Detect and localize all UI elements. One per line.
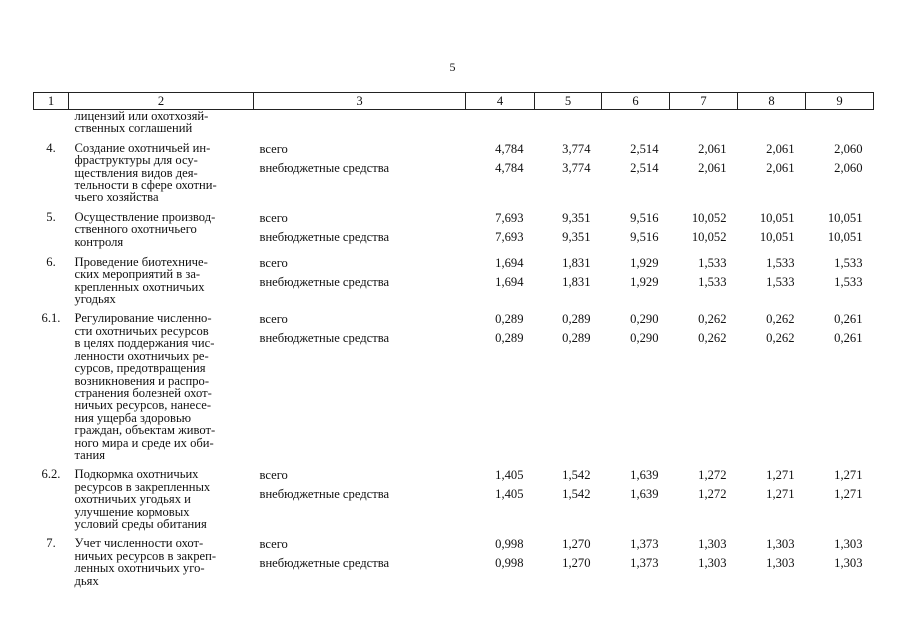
value-total: 0,998 bbox=[495, 537, 524, 552]
row-number: 6. bbox=[46, 254, 56, 269]
value-cell-year-4 bbox=[670, 461, 738, 530]
value-extrabudgetary: 3,774 bbox=[562, 160, 591, 175]
value-extrabudgetary: 4,784 bbox=[495, 160, 524, 175]
header-col-9: 9 bbox=[806, 93, 874, 110]
continuation-text: лицензий или охотхозяй- ственных соглашений bbox=[74, 109, 209, 136]
header-col-7: 7 bbox=[670, 93, 738, 110]
value-extrabudgetary: 1,533 bbox=[834, 274, 863, 289]
table-header-row bbox=[34, 93, 874, 110]
value-total: 1,929 bbox=[630, 255, 659, 270]
value-extrabudgetary: 10,052 bbox=[691, 229, 727, 244]
row-number: 7. bbox=[46, 536, 56, 551]
value-total: 1,373 bbox=[630, 537, 659, 552]
value-extrabudgetary: 1,270 bbox=[562, 556, 591, 571]
funding-source-total: всего bbox=[259, 537, 288, 552]
row-activity-name: Учет численности охот- ничьих ресурсов в закреп- ленных охотничьих уго- дьях bbox=[74, 536, 217, 588]
value-cell-year-6 bbox=[806, 204, 874, 249]
value-cell-year-1 bbox=[466, 530, 535, 587]
value-total: 0,262 bbox=[698, 312, 727, 327]
value-cell-year-3 bbox=[602, 204, 670, 249]
value-total: 4,784 bbox=[495, 141, 524, 156]
value-cell-year-3 bbox=[602, 135, 670, 204]
value-total: 1,533 bbox=[834, 255, 863, 270]
value-cell-year-2 bbox=[535, 530, 602, 587]
value-total: 1,533 bbox=[698, 255, 727, 270]
value-cell-year-6 bbox=[806, 249, 874, 306]
value-extrabudgetary: 9,516 bbox=[630, 229, 659, 244]
value-extrabudgetary: 0,289 bbox=[562, 331, 591, 346]
table-row bbox=[34, 204, 874, 249]
table-row bbox=[34, 249, 874, 306]
value-extrabudgetary: 2,061 bbox=[698, 160, 727, 175]
page-number: 5 bbox=[449, 60, 456, 74]
funding-source-total: всего bbox=[259, 312, 288, 327]
value-total: 0,289 bbox=[562, 312, 591, 327]
row-number: 4. bbox=[46, 140, 56, 155]
row-funding-sources bbox=[254, 204, 466, 249]
row-funding-sources bbox=[254, 249, 466, 306]
value-total: 0,290 bbox=[630, 312, 659, 327]
value-cell-year-2 bbox=[535, 204, 602, 249]
header-col-4: 4 bbox=[466, 93, 535, 110]
value-extrabudgetary: 9,351 bbox=[562, 229, 591, 244]
row-funding-sources bbox=[254, 135, 466, 204]
row-activity-name: Регулирование численно- сти охотничьих ресурсов в целях поддержания чис- ленности охотничьих ре- сурсов, предотвращения возникновения и распро- странения болезней охот- ничьих ресурсов, нанесе- ния ущерба здоровью граждан, объектам живот- ного мира и среде их оби- тания bbox=[74, 311, 216, 462]
value-extrabudgetary: 1,272 bbox=[698, 487, 727, 502]
value-total: 3,774 bbox=[562, 141, 591, 156]
value-cell-year-3 bbox=[602, 530, 670, 587]
value-extrabudgetary: 2,061 bbox=[766, 160, 795, 175]
funding-source-total: всего bbox=[259, 255, 288, 270]
value-cell-year-4 bbox=[670, 135, 738, 204]
value-extrabudgetary: 1,303 bbox=[698, 556, 727, 571]
value-extrabudgetary: 1,303 bbox=[766, 556, 795, 571]
value-cell-year-6 bbox=[806, 135, 874, 204]
value-extrabudgetary: 0,262 bbox=[766, 331, 795, 346]
row-activity-name: Осуществление производ- ственного охотничьего контроля bbox=[74, 209, 216, 249]
value-cell-year-3 bbox=[602, 461, 670, 530]
value-total: 10,051 bbox=[759, 210, 795, 225]
funding-source-extrabudgetary: внебюджетные средства bbox=[259, 229, 390, 244]
value-total: 2,060 bbox=[834, 141, 863, 156]
value-extrabudgetary: 1,271 bbox=[766, 487, 795, 502]
value-cell-year-3 bbox=[602, 305, 670, 461]
value-cell-year-6 bbox=[806, 461, 874, 530]
value-cell-year-2 bbox=[535, 249, 602, 306]
value-extrabudgetary: 1,542 bbox=[562, 487, 591, 502]
row-number: 5. bbox=[46, 209, 56, 224]
header-col-2: 2 bbox=[69, 93, 254, 110]
table-row bbox=[34, 135, 874, 204]
table-row bbox=[34, 530, 874, 587]
value-cell-year-6 bbox=[806, 305, 874, 461]
value-total: 1,303 bbox=[698, 537, 727, 552]
row-activity-name: Проведение биотехниче- ских мероприятий в за- крепленных охотничьих угодьях bbox=[74, 254, 208, 307]
value-total: 0,261 bbox=[834, 312, 863, 327]
value-extrabudgetary: 1,929 bbox=[630, 274, 659, 289]
value-total: 1,533 bbox=[766, 255, 795, 270]
value-extrabudgetary: 7,693 bbox=[495, 229, 524, 244]
value-total: 9,516 bbox=[630, 210, 659, 225]
value-cell-year-1 bbox=[466, 135, 535, 204]
value-extrabudgetary: 10,051 bbox=[827, 229, 863, 244]
header-col-6: 6 bbox=[602, 93, 670, 110]
funding-source-total: всего bbox=[259, 210, 288, 225]
value-total: 1,405 bbox=[495, 468, 524, 483]
row-number: 6.1. bbox=[41, 311, 61, 326]
value-extrabudgetary: 0,998 bbox=[495, 556, 524, 571]
funding-source-total: всего bbox=[259, 141, 288, 156]
value-cell-year-4 bbox=[670, 204, 738, 249]
value-cell-year-1 bbox=[466, 249, 535, 306]
value-cell-year-1 bbox=[466, 461, 535, 530]
value-cell-year-5 bbox=[738, 461, 806, 530]
value-extrabudgetary: 1,694 bbox=[495, 274, 524, 289]
value-cell-year-5 bbox=[738, 135, 806, 204]
funding-source-extrabudgetary: внебюджетные средства bbox=[259, 487, 390, 502]
value-total: 0,289 bbox=[495, 312, 524, 327]
row-funding-sources bbox=[254, 305, 466, 461]
table-row bbox=[34, 305, 874, 461]
funding-source-extrabudgetary: внебюджетные средства bbox=[259, 274, 390, 289]
value-total: 1,270 bbox=[562, 537, 591, 552]
value-total: 1,831 bbox=[562, 255, 591, 270]
value-extrabudgetary: 1,271 bbox=[834, 487, 863, 502]
value-total: 7,693 bbox=[495, 210, 524, 225]
value-total: 1,694 bbox=[495, 255, 524, 270]
value-extrabudgetary: 2,514 bbox=[630, 160, 659, 175]
value-total: 1,303 bbox=[766, 537, 795, 552]
row-funding-sources bbox=[254, 530, 466, 587]
funding-source-total: всего bbox=[259, 468, 288, 483]
value-extrabudgetary: 2,060 bbox=[834, 160, 863, 175]
value-total: 9,351 bbox=[562, 210, 591, 225]
value-extrabudgetary: 1,533 bbox=[766, 274, 795, 289]
value-extrabudgetary: 1,405 bbox=[495, 487, 524, 502]
value-extrabudgetary: 1,373 bbox=[630, 556, 659, 571]
table-row bbox=[34, 461, 874, 530]
value-total: 2,061 bbox=[698, 141, 727, 156]
value-cell-year-2 bbox=[535, 305, 602, 461]
value-cell-year-3 bbox=[602, 249, 670, 306]
continuation-row bbox=[34, 110, 874, 135]
value-total: 1,271 bbox=[834, 468, 863, 483]
value-extrabudgetary: 0,290 bbox=[630, 331, 659, 346]
value-cell-year-5 bbox=[738, 249, 806, 306]
value-cell-year-2 bbox=[535, 461, 602, 530]
value-cell-year-5 bbox=[738, 530, 806, 587]
value-total: 1,542 bbox=[562, 468, 591, 483]
value-extrabudgetary: 1,831 bbox=[562, 274, 591, 289]
value-cell-year-4 bbox=[670, 305, 738, 461]
value-cell-year-5 bbox=[738, 204, 806, 249]
value-extrabudgetary: 0,289 bbox=[495, 331, 524, 346]
value-total: 1,639 bbox=[630, 468, 659, 483]
value-extrabudgetary: 1,533 bbox=[698, 274, 727, 289]
value-total: 0,262 bbox=[766, 312, 795, 327]
value-cell-year-6 bbox=[806, 530, 874, 587]
value-cell-year-2 bbox=[535, 135, 602, 204]
value-extrabudgetary: 0,261 bbox=[834, 331, 863, 346]
value-cell-year-4 bbox=[670, 249, 738, 306]
value-cell-year-4 bbox=[670, 530, 738, 587]
value-cell-year-1 bbox=[466, 305, 535, 461]
row-activity-name: Создание охотничьей ин- фраструктуры для осу- ществления видов дея- тельности в сфере охотни- чьего хозяйства bbox=[74, 140, 217, 205]
funding-source-extrabudgetary: внебюджетные средства bbox=[259, 160, 390, 175]
row-activity-name: Подкормка охотничьих ресурсов в закрепленных охотничьих угодьях и улучшение кормовых условий среды обитания bbox=[74, 467, 211, 531]
value-cell-year-1 bbox=[466, 204, 535, 249]
value-total: 1,272 bbox=[698, 468, 727, 483]
header-col-3: 3 bbox=[254, 93, 466, 110]
value-total: 1,271 bbox=[766, 468, 795, 483]
value-total: 10,051 bbox=[827, 210, 863, 225]
funding-source-extrabudgetary: внебюджетные средства bbox=[259, 331, 390, 346]
value-extrabudgetary: 1,639 bbox=[630, 487, 659, 502]
value-cell-year-5 bbox=[738, 305, 806, 461]
header-col-5: 5 bbox=[535, 93, 602, 110]
value-total: 1,303 bbox=[834, 537, 863, 552]
header-col-1: 1 bbox=[34, 93, 69, 110]
funding-source-extrabudgetary: внебюджетные средства bbox=[259, 556, 390, 571]
value-extrabudgetary: 0,262 bbox=[698, 331, 727, 346]
value-total: 2,061 bbox=[766, 141, 795, 156]
program-financing-table bbox=[33, 92, 874, 587]
value-total: 10,052 bbox=[691, 210, 727, 225]
header-col-8: 8 bbox=[738, 93, 806, 110]
value-total: 2,514 bbox=[630, 141, 659, 156]
row-number: 6.2. bbox=[41, 467, 61, 482]
row-funding-sources bbox=[254, 461, 466, 530]
value-extrabudgetary: 10,051 bbox=[759, 229, 795, 244]
value-extrabudgetary: 1,303 bbox=[834, 556, 863, 571]
